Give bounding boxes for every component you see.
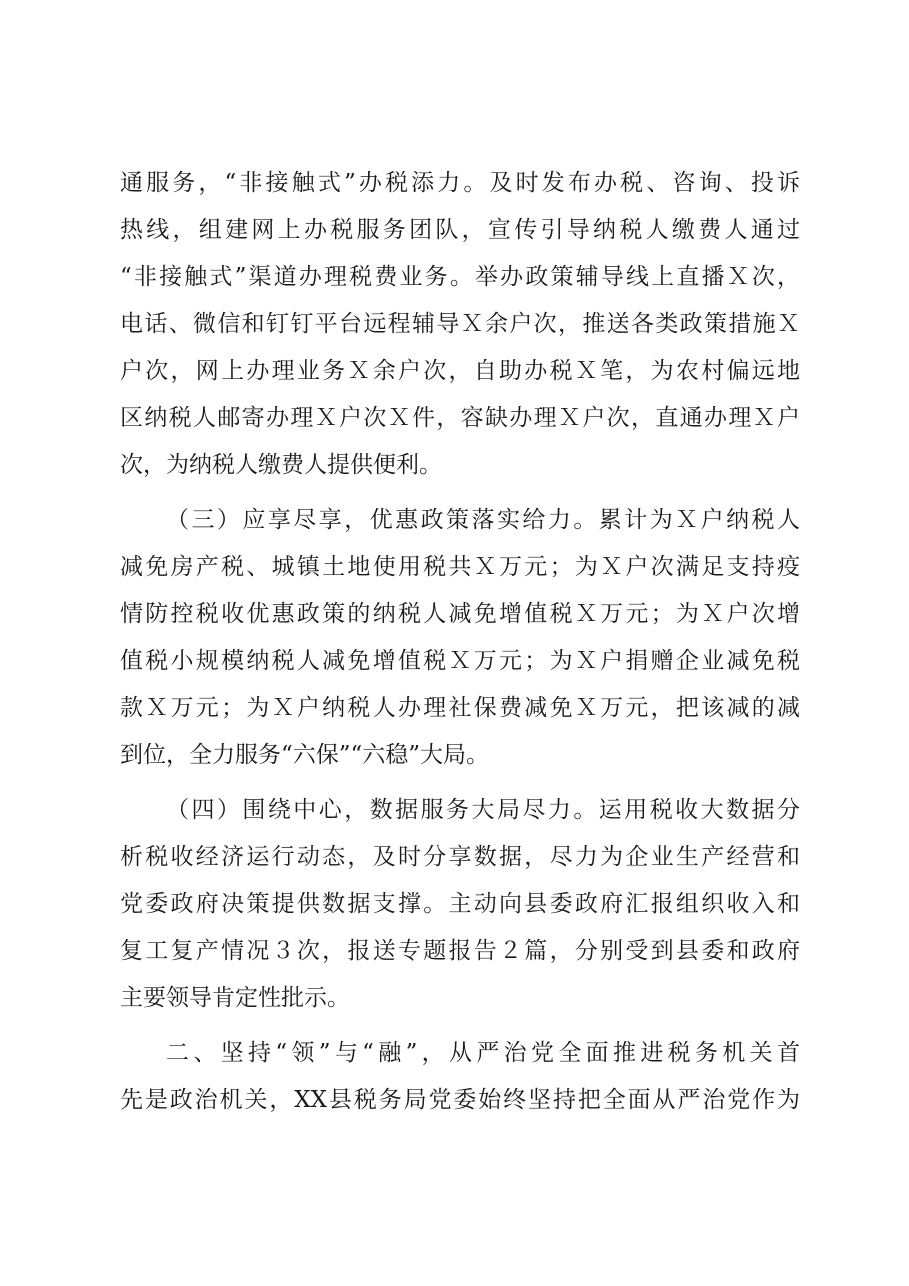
- document-body: [120, 160, 800, 1124]
- paragraph-4: [120, 1030, 800, 1124]
- text-line: 次，为纳税人缴费人提供便利。: [120, 452, 442, 478]
- text-line: 析税收经济运行动态，及时分享数据，尽力为企业生产经营和: [120, 844, 800, 870]
- text-line: 款Ｘ万元；为Ｘ户纳税人办理社保费减免Ｘ万元，把该减的减: [120, 695, 800, 721]
- text-line: 党委政府决策提供数据支撑。主动向县委政府汇报组织收入和: [120, 891, 800, 917]
- text-line: 主要领导肯定性批示。: [120, 985, 350, 1011]
- text-line: 热线，组建网上办税服务团队，宣传引导纳税人缴费人通过: [120, 217, 800, 243]
- paragraph-2: [120, 497, 800, 779]
- paragraph-3: [120, 787, 800, 1022]
- text-line: 到位，全力服务“六保”“六稳”大局。: [120, 742, 490, 768]
- text-line: 值税小规模纳税人减免增值税Ｘ万元；为Ｘ户捐赠企业减免税: [120, 648, 800, 674]
- text-line: 先是政治机关，XX县税务局党委始终坚持把全面从严治党作为: [120, 1087, 800, 1113]
- text-line: （三）应享尽享，优惠政策落实给力。累计为Ｘ户纳税人: [166, 507, 800, 533]
- text-line: 通服务，“非接触式”办税添力。及时发布办税、咨询、投诉: [120, 170, 800, 196]
- text-line: 户次，网上办理业务Ｘ余户次，自助办税Ｘ笔，为农村偏远地: [120, 358, 800, 384]
- text-line: 情防控税收优惠政策的纳税人减免增值税Ｘ万元；为Ｘ户次增: [120, 601, 800, 627]
- text-line: 减免房产税、城镇土地使用税共Ｘ万元；为Ｘ户次满足支持疫: [120, 554, 800, 580]
- text-line: 二、坚持“领”与“融”，从严治党全面推进税务机关首: [166, 1040, 800, 1066]
- text-line: 复工复产情况３次，报送专题报告２篇，分别受到县委和政府: [120, 938, 800, 964]
- text-line: 电话、微信和钉钉平台远程辅导Ｘ余户次，推送各类政策措施Ｘ: [120, 311, 800, 337]
- text-line: （四）围绕中心，数据服务大局尽力。运用税收大数据分: [166, 797, 800, 823]
- text-line: 区纳税人邮寄办理Ｘ户次Ｘ件，容缺办理Ｘ户次，直通办理Ｘ户: [120, 405, 800, 431]
- text-line: “非接触式”渠道办理税费业务。举办政策辅导线上直播Ｘ次，: [120, 264, 800, 290]
- paragraph-1: [120, 160, 800, 489]
